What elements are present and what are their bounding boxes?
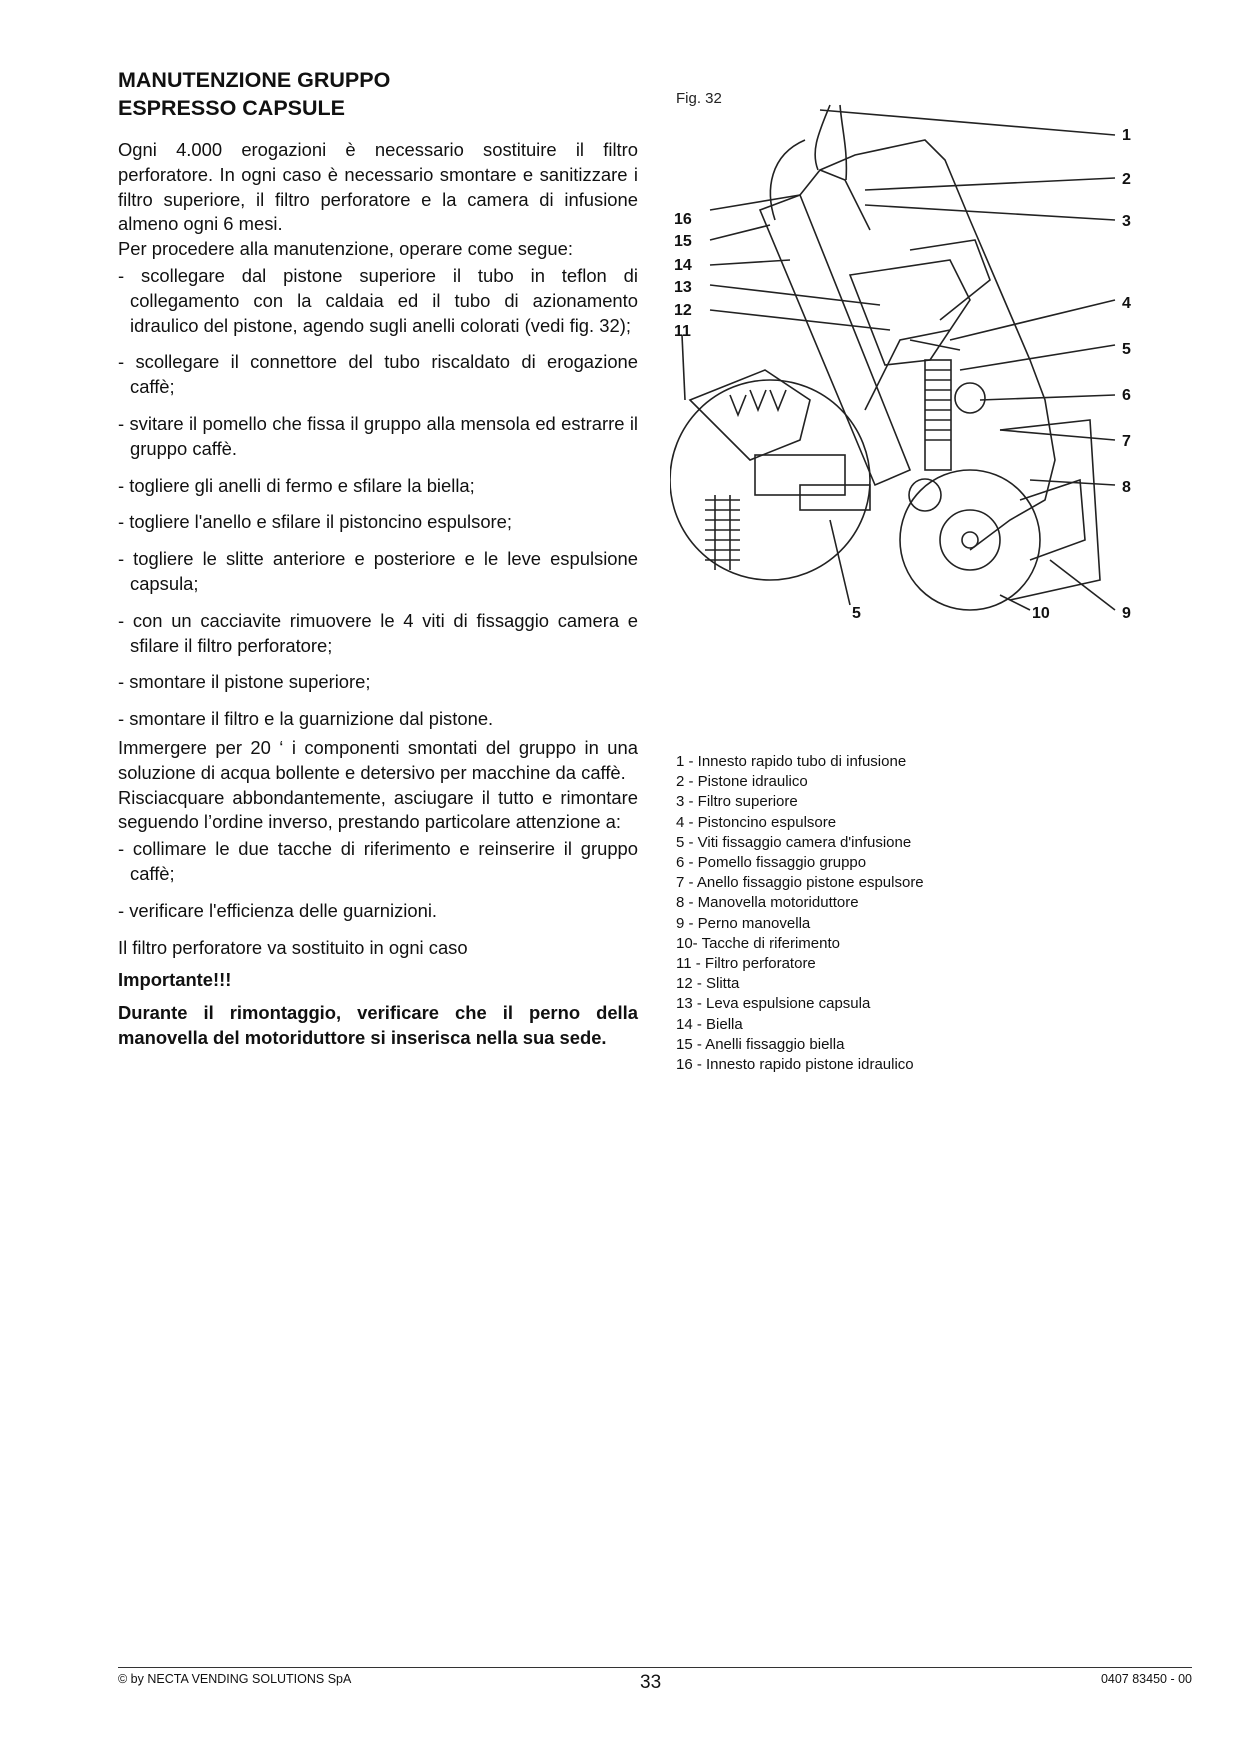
legend-item: 5 - Viti fissaggio camera d'infusione bbox=[676, 833, 912, 851]
infusion-tube bbox=[815, 105, 830, 170]
callout-label: 8 bbox=[1122, 479, 1131, 496]
step-item: - smontare il filtro e la guarnizione dal pistone. bbox=[118, 708, 494, 730]
legend-item: 9 - Perno manovella bbox=[676, 914, 811, 932]
legend-item: 7 - Anello fissaggio pistone espulsore bbox=[676, 874, 924, 892]
footer-copyright: © by NECTA VENDING SOLUTIONS SpA bbox=[118, 1672, 352, 1686]
callout-label: 12 bbox=[674, 302, 692, 319]
callout-label: 2 bbox=[1122, 171, 1131, 188]
callout-label: 6 bbox=[1122, 387, 1131, 404]
ejection-lever bbox=[850, 260, 970, 365]
intro-procedure: Per procedere alla manutenzione, operare come segue: bbox=[118, 238, 573, 260]
espresso-group-diagram bbox=[670, 100, 1200, 700]
gearmotor-crank-wheel bbox=[900, 470, 1040, 610]
slide bbox=[800, 485, 870, 510]
document-code: 0407 83450 - 00 bbox=[1100, 1672, 1192, 1686]
legend-item: 1 - Innesto rapido tubo di infusione bbox=[676, 753, 907, 770]
rinse-paragraph: Risciacquare abbondantemente, asciugare il tutto e rimontare seguendo l’ordine inverso, prestando particolare attenzione a: bbox=[118, 786, 638, 833]
immerse-paragraph: Immergere per 20 ‘ i componenti smontati del gruppo in una soluzione di acqua bollente e detersivo per macchine da caffè. bbox=[118, 736, 638, 783]
callout-label: 14 bbox=[674, 257, 692, 274]
step-item: - scollegare il connettore del tubo riscaldato di erogazione caffè; bbox=[118, 351, 638, 398]
legend-item: 14 - Biella bbox=[676, 1015, 743, 1033]
ejector-piston bbox=[925, 360, 951, 470]
callout-label: 5 bbox=[1122, 341, 1131, 358]
page-title bbox=[118, 66, 638, 122]
legend-item: 15 - Anelli fissaggio biella bbox=[676, 1035, 845, 1053]
step-item: - togliere gli anelli di fermo e sfilare la biella; bbox=[118, 474, 475, 496]
callout-label: 16 bbox=[674, 211, 692, 228]
legend-item: 2 - Pistone idraulico bbox=[676, 773, 808, 791]
step-item: - scollegare dal pistone superiore il tubo in teflon di collegamento con la caldaia ed il tubo di azionamento idraulico del pistone, agendo sugli anelli colorati (vedi fig. 32); bbox=[118, 264, 638, 336]
step-item: - svitare il pomello che fissa il gruppo alla mensola ed estrarre il gruppo caffè. bbox=[118, 412, 638, 459]
callout-label: 5 bbox=[852, 605, 861, 622]
figure-legend bbox=[676, 752, 924, 1075]
callout-label: 4 bbox=[1122, 295, 1131, 312]
step-item: - togliere l'anello e sfilare il pistoncino espulsore; bbox=[118, 511, 513, 533]
check-item: - collimare le due tacche di riferimento e reinserire il gruppo caffè; bbox=[118, 838, 638, 884]
footer-divider bbox=[118, 1667, 1192, 1668]
callout-label: 15 bbox=[674, 233, 692, 250]
crank-pin bbox=[909, 479, 941, 511]
intro-paragraph: Ogni 4.000 erogazioni è necessario sostituire il filtro perforatore. In ogni caso è necessario smontare e sanitizzare i filtro superiore, il filtro perforatore e la camera di infusione almeno ogni 6 mesi. bbox=[118, 139, 638, 235]
legend-item: 16 - Innesto rapido pistone idraulico bbox=[676, 1056, 914, 1074]
connecting-rod bbox=[760, 195, 910, 485]
callout-label: 10 bbox=[1032, 605, 1050, 622]
check-item: - verificare l'efficienza delle guarnizioni. bbox=[118, 899, 438, 921]
callout-label: 11 bbox=[674, 323, 691, 340]
instructions-column bbox=[118, 138, 638, 1051]
callout-label: 1 bbox=[1122, 127, 1131, 144]
hydraulic-tube bbox=[770, 140, 805, 220]
legend-item: 8 - Manovella motoriduttore bbox=[676, 894, 859, 912]
procedure-steps bbox=[118, 264, 638, 732]
spring bbox=[705, 500, 740, 560]
title-line-1: MANUTENZIONE GRUPPO bbox=[118, 68, 391, 92]
figure-caption: Fig. 32 bbox=[676, 90, 722, 107]
legend-item: 4 - Pistoncino espulsore bbox=[676, 813, 837, 831]
fixing-knob bbox=[955, 383, 985, 413]
filter-note: Il filtro perforatore va sostituito in ogni caso bbox=[118, 936, 468, 958]
legend-item: 13 - Leva espulsione capsula bbox=[676, 995, 871, 1013]
legend-item: 11 - Filtro perforatore bbox=[676, 955, 816, 973]
step-item: - smontare il pistone superiore; bbox=[118, 671, 371, 693]
perforating-filter bbox=[690, 370, 810, 460]
callout-label: 7 bbox=[1122, 433, 1131, 450]
page-number: 33 bbox=[640, 1672, 662, 1693]
step-item: - togliere le slitte anteriore e posteriore e le leve espulsione capsula; bbox=[118, 548, 638, 594]
title-line-2: ESPRESSO CAPSULE bbox=[118, 96, 345, 120]
callout-label: 13 bbox=[674, 279, 692, 296]
important-label: Importante!!! bbox=[118, 969, 232, 991]
callout-label: 9 bbox=[1122, 605, 1131, 622]
important-text: Durante il rimontaggio, verificare che il perno della manovella del motoriduttore si inserisca nella sua sede. bbox=[118, 1002, 638, 1048]
legend-item: 12 - Slitta bbox=[676, 975, 740, 993]
legend-item: 3 - Filtro superiore bbox=[676, 793, 798, 811]
callout-label: 3 bbox=[1122, 213, 1131, 230]
reassembly-checks bbox=[118, 837, 638, 923]
step-item: - con un cacciavite rimuovere le 4 viti di fissaggio camera e sfilare il filtro perforatore; bbox=[118, 609, 638, 656]
legend-item: 6 - Pomello fissaggio gruppo bbox=[676, 854, 867, 872]
legend-item: 10- Tacche di riferimento bbox=[676, 934, 840, 952]
